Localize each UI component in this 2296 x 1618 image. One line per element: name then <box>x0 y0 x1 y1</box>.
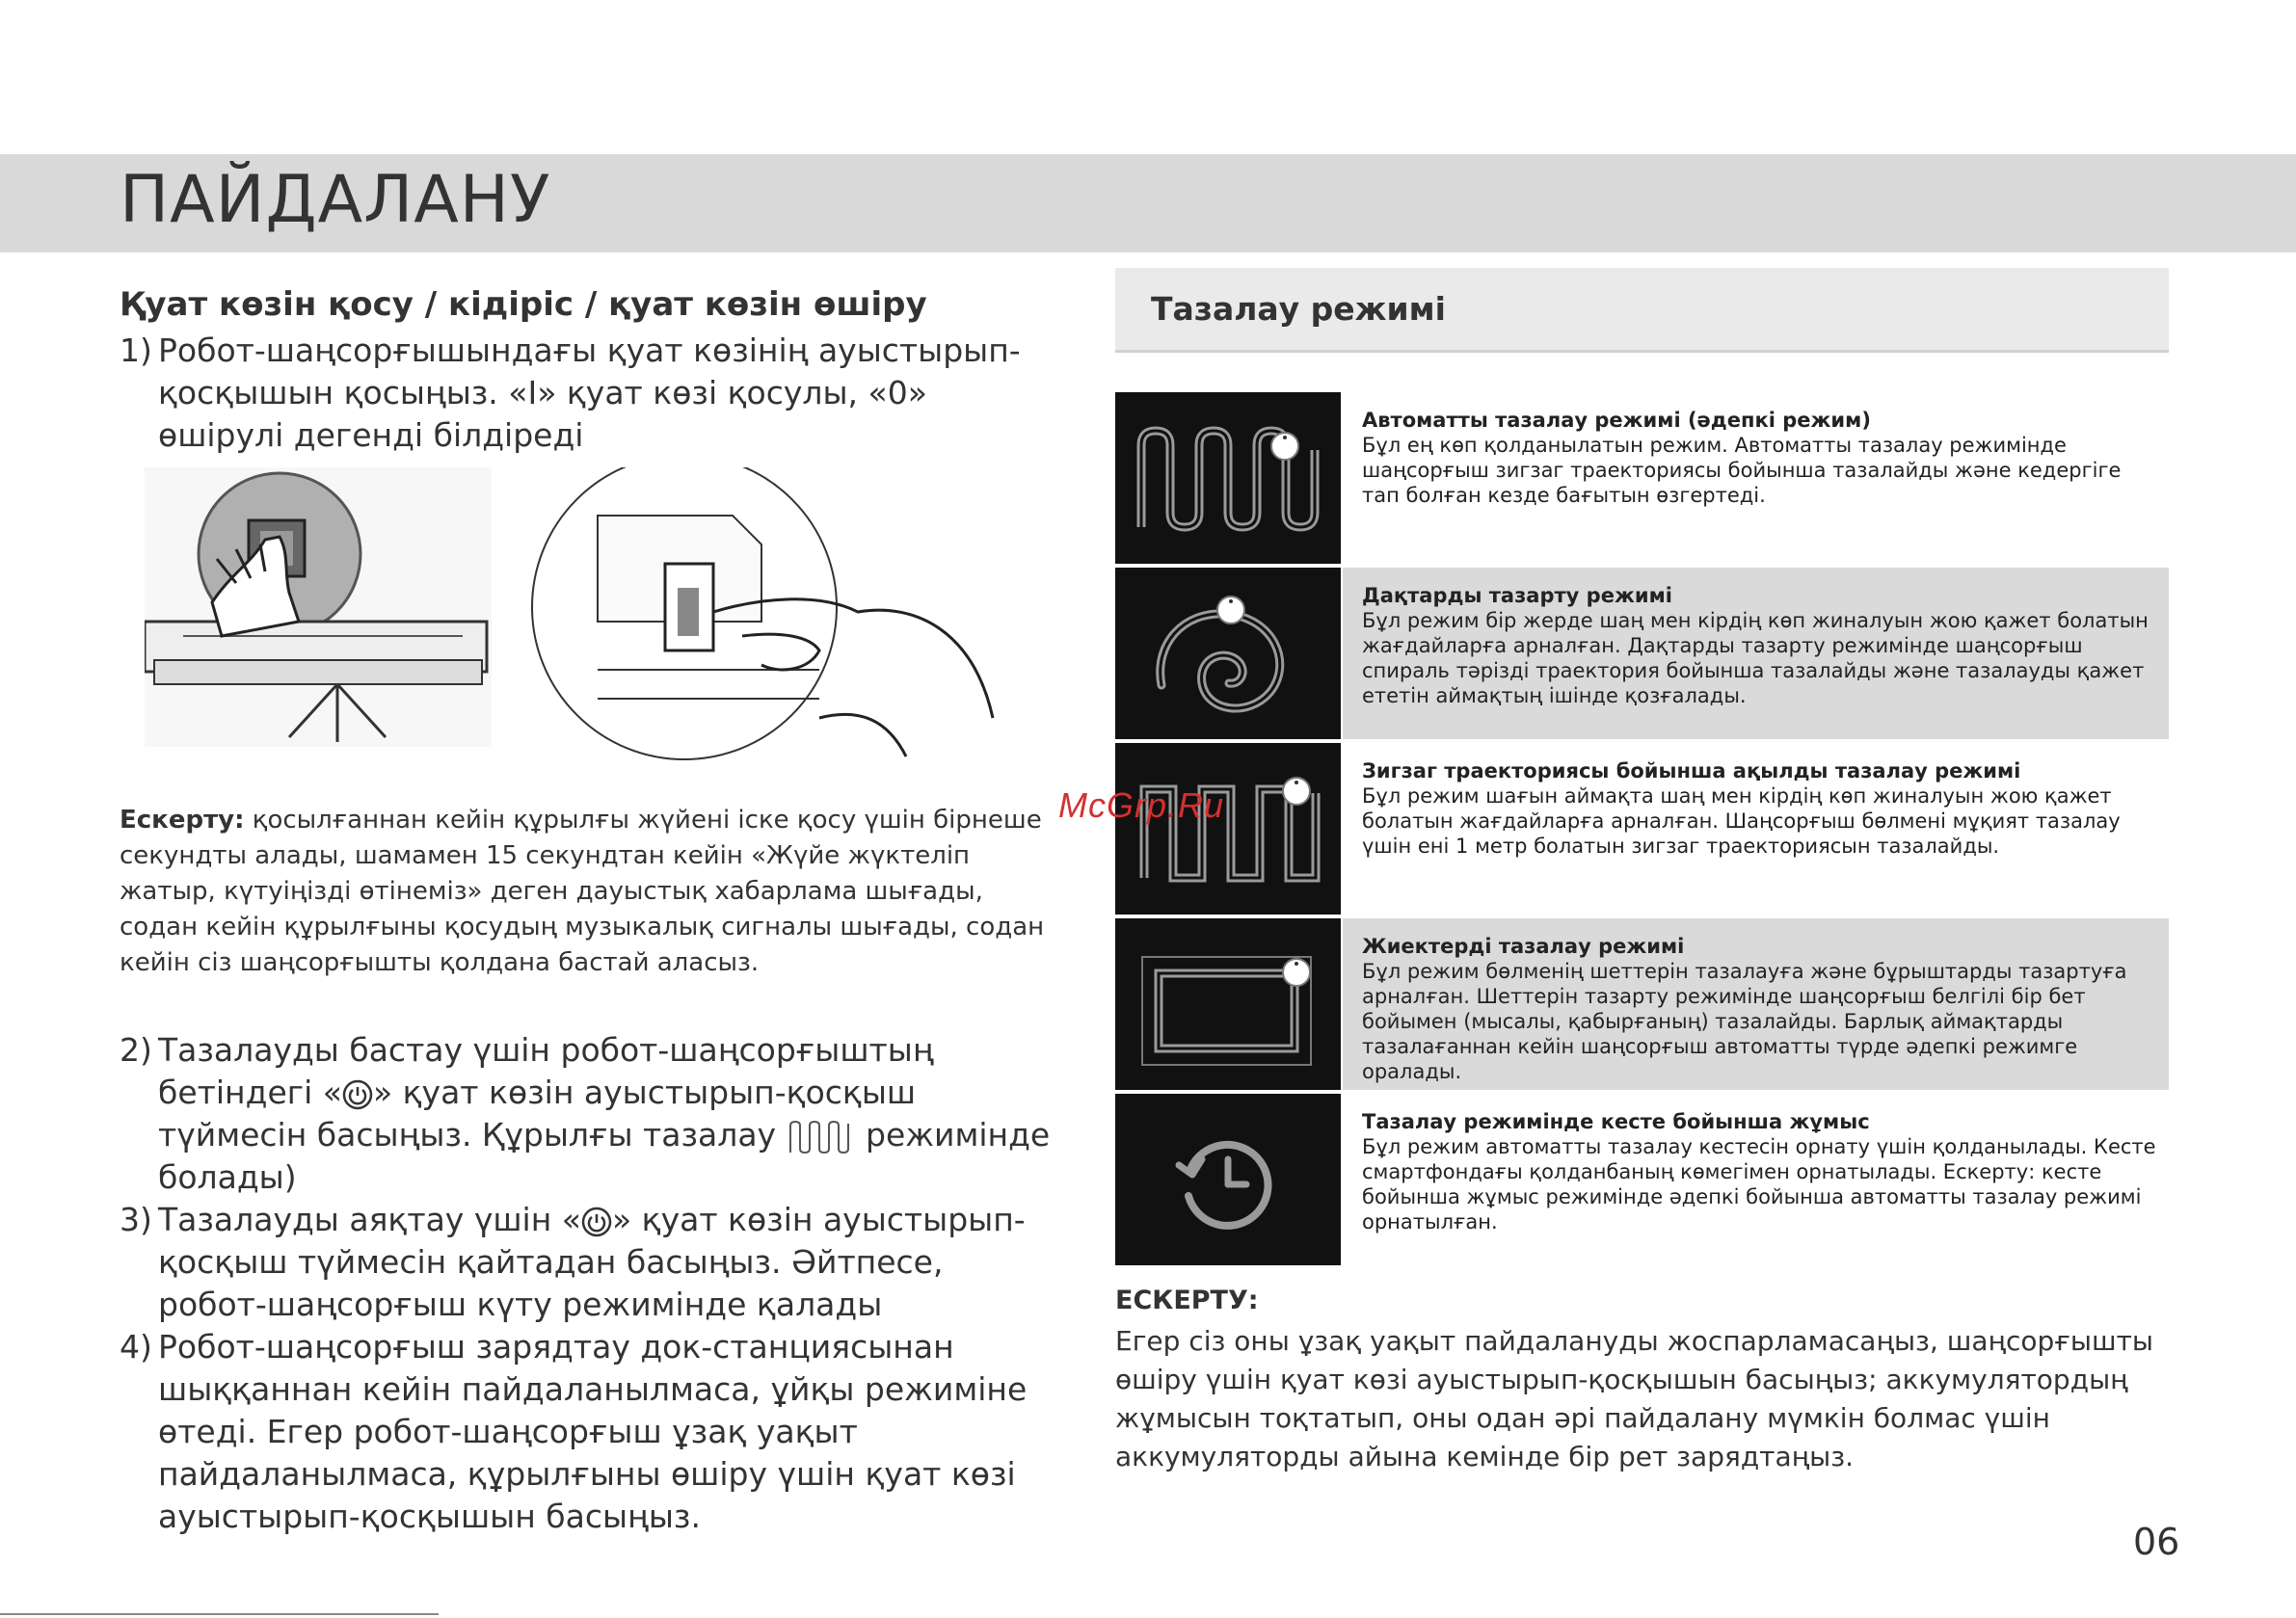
step-2-text-b: » қуат көзін ауыстырып-қосқыш түймесін басыңыз. Құрылғы тазалау <box>158 1074 917 1154</box>
power-section <box>120 285 1055 457</box>
mode-icon-cell <box>1115 918 1341 1090</box>
mode-text: Бұл режим автоматты тазалау кестесін орнату үшін қолданылады. Кесте смартфондағы қолданбаның көмегімен орнатылады. Ескерту: кесте бойынша жұмыс режимінде әдепкі бойынша автоматты тазалау режимі орнатылған. <box>1362 1135 2156 1233</box>
step-1 <box>120 330 1055 457</box>
mode-icon-cell <box>1115 568 1341 739</box>
power-note <box>120 803 1045 981</box>
step-3 <box>120 1199 1055 1326</box>
zigzag-mode-icon <box>787 1120 856 1154</box>
mode-row-spot <box>1115 568 2169 739</box>
battery-note-title: ЕСКЕРТУ: <box>1115 1286 1259 1315</box>
mode-title: Жиектерді тазалау режимі <box>1362 935 1685 958</box>
edge-icon <box>1115 918 1341 1090</box>
step-3-text-b: » қуат көзін ауыстырып-қосқыш түймесін қайтадан басыңыз. Әйтпесе, робот-шаңсорғыш күту режимінде қалады <box>158 1201 1026 1323</box>
mode-row-zigzag <box>1115 743 2169 915</box>
power-icon <box>581 1207 612 1237</box>
mode-row-edge <box>1115 918 2169 1090</box>
step-1-number: 1) <box>120 332 152 369</box>
mode-table <box>1115 392 2169 1269</box>
mode-text: Бұл режим бөлменің шеттерін тазалауға және бұрыштарды тазартуға арналған. Шеттерін тазарту режимінде шаңсорғыш белгілі бір бет бойымен (мысалы, қабырғаның) тазалайды. Барлық аймақтарды тазалағаннан кейін шаңсорғыш автоматты түрде әдепкі режимге оралады. <box>1362 960 2127 1083</box>
mode-text: Бұл режим бір жерде шаң мен кірдің көп жиналуын жою қажет болатын жағдайларға арналған. Дақтарды тазарту режимінде шаңсорғыш спираль тәрізді траектория бойынша тазалайды және тазалауды қажет ететін аймақтың ішінде қозғалады. <box>1362 609 2149 707</box>
step-2 <box>120 1029 1055 1199</box>
mode-description <box>1343 1094 2169 1265</box>
mode-description <box>1343 392 2169 564</box>
mode-icon-cell <box>1115 392 1341 564</box>
step-2-text-a: Тазалауды бастау үшін робот-шаңсорғыштың бетіндегі « <box>158 1031 934 1111</box>
mode-text: Бұл ең көп қолданылатын режим. Автоматты тазалау режимінде шаңсорғыш зигзаг траекториясы бойынша тазалайды және кедергіге тап болған кезде бағытын өзгертеді. <box>1362 434 2122 507</box>
schedule-clock-icon <box>1115 1094 1341 1265</box>
step-1-text: Робот-шаңсорғышындағы қуат көзінің ауыстырып-қосқышын қосыңыз. «I» қуат көзі қосулы, «0» өшірулі дегенді білдіреді <box>158 332 1021 454</box>
mode-row-schedule <box>1115 1094 2169 1265</box>
power-note-label: Ескерту: <box>120 806 245 835</box>
zigzag-auto-icon <box>1115 392 1341 564</box>
page-title: ПАЙДАЛАНУ <box>120 162 551 238</box>
switch-closeup-illustration <box>532 467 993 759</box>
power-section-title: Қуат көзін қосу / кідіріс / қуат көзін өшіру <box>120 285 927 324</box>
step-2-text-c: режимінде болады) <box>158 1116 1051 1196</box>
mode-icon-cell <box>1115 743 1341 915</box>
zigzag-square-icon <box>1115 743 1341 915</box>
mode-description <box>1343 568 2169 739</box>
mode-title: Тазалау режимінде кесте бойынша жұмыс <box>1362 1110 1870 1133</box>
mode-icon-cell <box>1115 1094 1341 1265</box>
battery-note <box>1115 1282 2176 1476</box>
watermark: McGrp.Ru <box>1058 785 1225 825</box>
power-switch-illustration <box>145 467 1041 795</box>
cleaning-mode-title: Тазалау режимі <box>1115 268 2169 353</box>
robot-side-illustration <box>145 467 492 747</box>
battery-note-text: Егер сіз оны ұзақ уақыт пайдалануды жоспарламасаңыз, шаңсорғышты өшіру үшін қуат көзі ауыстырып-қосқышын басыңыз; аккумулятордың жұмысын тоқтатып, оны одан әрі пайдалану мүмкін болмас үшін аккумуляторды айына кемінде бір рет зарядтаңыз. <box>1115 1325 2154 1472</box>
step-3-number: 3) <box>120 1201 152 1238</box>
mode-row-auto <box>1115 392 2169 564</box>
steps-list <box>120 1029 1055 1538</box>
step-4-number: 4) <box>120 1328 152 1366</box>
mode-title: Дақтарды тазарту режимі <box>1362 584 1672 607</box>
mode-description <box>1343 918 2169 1090</box>
power-icon <box>342 1079 373 1110</box>
step-4-text: Робот-шаңсорғыш зарядтау док-станциясынан шыққаннан кейін пайдаланылмаса, ұйқы режиміне өтеді. Егер робот-шаңсорғыш ұзақ уақыт пайдаланылмаса, құрылғыны өшіру үшін қуат көзі ауыстырып-қосқышын басыңыз. <box>158 1328 1028 1535</box>
page-number: 06 <box>2133 1521 2180 1563</box>
mode-title: Зигзаг траекториясы бойынша ақылды тазалау режимі <box>1362 759 2021 782</box>
mode-description <box>1343 743 2169 915</box>
step-4 <box>120 1326 1055 1538</box>
step-2-number: 2) <box>120 1031 152 1069</box>
power-note-text: қосылғаннан кейін құрылғы жүйені іске қосу үшін бірнеше секундты алады, шамамен 15 секундтан кейін «Жүйе жүктеліп жатыр, күтуіңізді өтінеміз» деген дауыстық хабарлама шығады, содан кейін құрылғыны қосудың музыкалық сигналы шығады, содан кейін сіз шаңсорғышты қолдана бастай аласыз. <box>120 806 1045 977</box>
mode-text: Бұл режим шағын аймақта шаң мен кірдің көп жиналуын жою қажет болатын жағдайларға арналған. Шаңсорғыш бөлмені мұқият тазалау үшін ені 1 метр болатын зигзаг траекториясын тазалайды. <box>1362 784 2121 858</box>
footer-rule <box>0 1613 439 1615</box>
spiral-icon <box>1115 568 1341 739</box>
mode-title: Автоматты тазалау режимі (әдепкі режим) <box>1362 409 1871 432</box>
step-3-text-a: Тазалауды аяқтау үшін « <box>158 1201 581 1238</box>
